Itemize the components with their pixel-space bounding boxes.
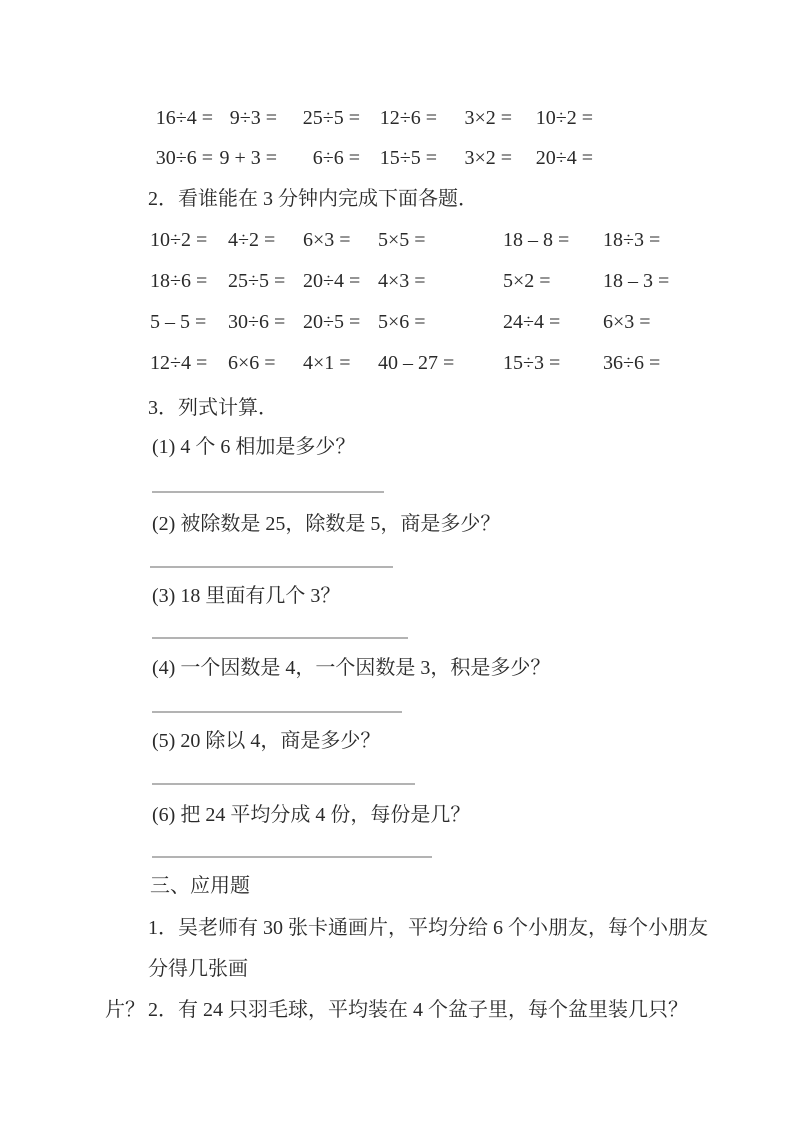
equation: 30÷6 =: [228, 311, 286, 333]
written-item-6: (6) 把 24 平均分成 4 份，每份是几？: [152, 804, 471, 826]
equation-row: [148, 98, 593, 139]
section-heading-application: 三、应用题: [150, 875, 250, 897]
written-item-4: (4) 一个因数是 4，一个因数是 3，积是多少？: [152, 657, 551, 679]
written-item-1: (1) 4 个 6 相加是多少？: [152, 436, 356, 458]
word-problem-1-line2: 片？: [105, 999, 145, 1021]
equation-row: [150, 343, 673, 384]
equation: 6÷6 =: [312, 147, 360, 169]
equation: 4×3 =: [378, 270, 426, 292]
equation: 15÷3 =: [503, 352, 561, 374]
equation: 9÷3 =: [229, 107, 277, 129]
equation: 9 + 3 =: [219, 147, 277, 169]
word-problem-1-line1: 1．吴老师有 30 张卡通画片，平均分给 6 个小朋友，每个小朋友分得几张画: [148, 917, 708, 980]
equation: 10÷2 =: [535, 107, 593, 129]
equation: 3×2 =: [464, 107, 512, 129]
equation: 4÷2 =: [228, 229, 276, 251]
equation: 10÷2 =: [150, 229, 208, 251]
equation: 3×2 =: [464, 147, 512, 169]
equation: 5×2 =: [503, 270, 551, 292]
section-heading-written-calc: 3．列式计算．: [148, 397, 278, 419]
answer-line: [152, 711, 402, 713]
written-item-3: (3) 18 里面有几个 3？: [152, 585, 341, 607]
equation: 25÷5 =: [228, 270, 286, 292]
equation: 5×6 =: [378, 311, 426, 333]
answer-line: [152, 856, 432, 858]
equation: 15÷5 =: [379, 147, 437, 169]
equation: 18÷3 =: [603, 229, 661, 251]
equation: 18 – 8 =: [503, 229, 570, 251]
equation: 30÷6 =: [155, 147, 213, 169]
equation: 12÷4 =: [150, 352, 208, 374]
equation: 16÷4 =: [155, 107, 213, 129]
word-problem-2: 2．有 24 只羽毛球，平均装在 4 个盆子里，每个盆里装几只？: [148, 999, 688, 1021]
equation: 40 – 27 =: [378, 352, 455, 374]
equation: 20÷5 =: [303, 311, 361, 333]
answer-line: [150, 566, 393, 568]
equation: 4×1 =: [303, 352, 351, 374]
equation: 20÷4 =: [535, 147, 593, 169]
answer-line: [152, 491, 384, 493]
equation: 6×3 =: [303, 229, 351, 251]
answer-line: [152, 637, 408, 639]
equation: 24÷4 =: [503, 311, 561, 333]
equation: 20÷4 =: [303, 270, 361, 292]
equation: 6×6 =: [228, 352, 276, 374]
written-item-2: (2) 被除数是 25，除数是 5，商是多少？: [152, 513, 501, 535]
equation-row: [150, 261, 673, 302]
written-item-5: (5) 20 除以 4，商是多少？: [152, 730, 381, 752]
section-heading-timed-drill: 2．看谁能在 3 分钟内完成下面各题．: [148, 188, 478, 210]
equation: 12÷6 =: [379, 107, 437, 129]
equation: 18 – 3 =: [603, 270, 670, 292]
answer-line: [152, 783, 415, 785]
equation: 5 – 5 =: [150, 311, 207, 333]
equation: 6×3 =: [603, 311, 651, 333]
equation: 36÷6 =: [603, 352, 661, 374]
equation: 5×5 =: [378, 229, 426, 251]
equation: 18÷6 =: [150, 270, 208, 292]
equation-row: [150, 220, 673, 261]
equation-row: [150, 302, 673, 343]
equation: 25÷5 =: [302, 107, 360, 129]
equation-row: [148, 138, 593, 179]
